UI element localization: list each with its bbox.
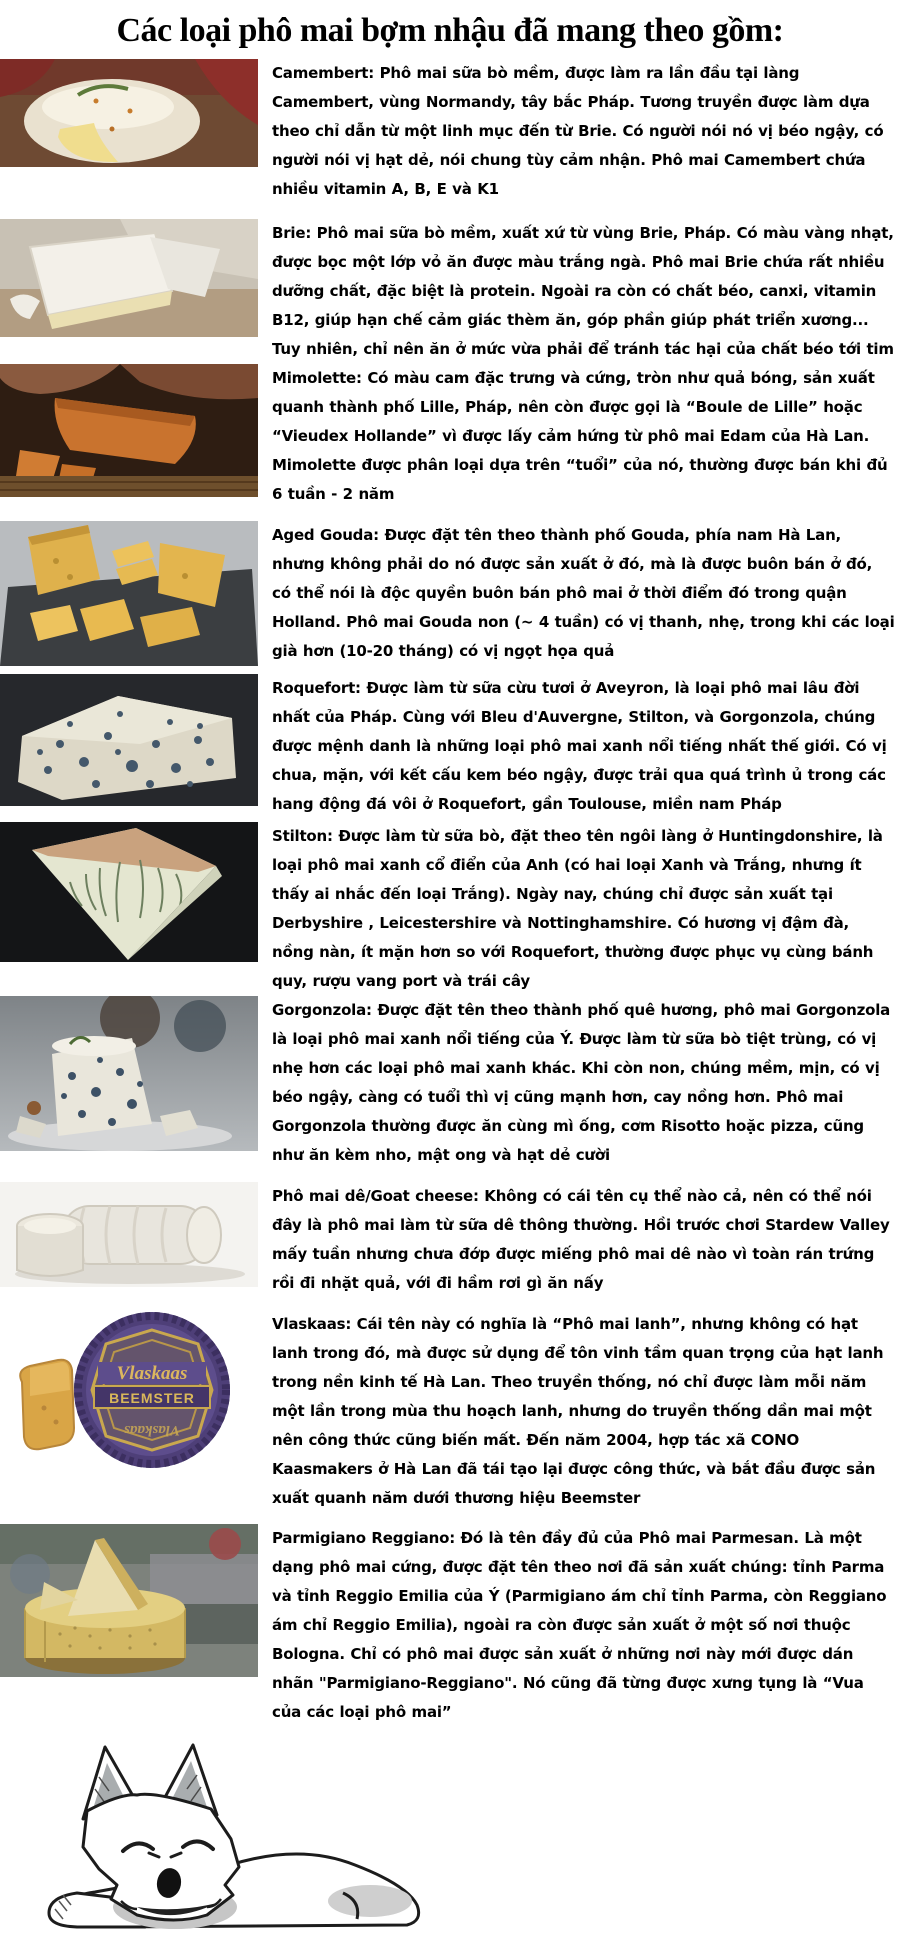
goat-cheese-photo <box>0 1182 258 1287</box>
section-camembert <box>0 59 900 204</box>
stilton-photo <box>0 822 258 962</box>
sleeping-fox-illustration <box>25 1743 443 1941</box>
vlaskaas-description: Vlaskaas: Cái tên này có nghĩa là “Phô mai lanh”, nhưng không có hạt lanh trong đó, mà được sử dụng để tôn vinh tầm quan trọng của hạt lanh trong nền kinh tế Hà Lan. Theo truyền thống, nó chỉ được làm mỗi năm một lần trong mùa thu hoạch lanh, nhưng do truyền thống dần mai một nên công thức cũng biến mất. Đến năm 2004, hợp tác xã CONO Kaasmakers ở Hà Lan đã tái tạo lại được công thức, và bắt đầu được sản xuất quanh năm dưới thương hiệu Beemster <box>272 1315 884 1507</box>
aged-gouda-photo <box>0 521 258 666</box>
mimolette-photo <box>0 364 258 497</box>
vlaskaas-wheel-label-mirrored: Vlaskaas <box>124 1422 180 1438</box>
section-brie <box>0 219 900 364</box>
roquefort-photo <box>0 674 258 806</box>
brie-photo <box>0 219 258 337</box>
camembert-description: Camembert: Phô mai sữa bò mềm, được làm ra lần đầu tại làng Camembert, vùng Normandy, tây bắc Pháp. Tương truyền được làm dựa theo chỉ dẫn từ một linh mục đến từ Brie. Có người nói nó vị béo ngậy, có người nói vị hạt dẻ, nói chung tùy cảm nhận. Phô mai Camembert chứa nhiều vitamin A, B, E và K1 <box>272 64 884 198</box>
vlaskaas-photo <box>0 1310 258 1472</box>
parmigiano-reggiano-photo <box>0 1524 258 1677</box>
camembert-photo <box>0 59 258 167</box>
gorgonzola-description: Gorgonzola: Được đặt tên theo thành phố quê hương, phô mai Gorgonzola là loại phô mai xanh nổi tiếng của Ý. Được làm từ sữa bò tiệt trùng, có vị nhẹ hơn các loại phô mai xanh khác. Khi còn non, chúng mềm, mịn, có vị béo ngậy, càng có tuổi thì vị cũng mạnh hơn, cay nồng hơn. Phô mai Gorgonzola thường được ăn cùng mì ống, cơm Risotto hoặc pizza, cũng như ăn kèm nho, mật ong và hạt dẻ cười <box>272 1001 891 1164</box>
section-gorgonzola <box>0 996 900 1170</box>
beemster-wheel-label: BEEMSTER <box>109 1390 195 1406</box>
section-vlaskaas <box>0 1310 900 1513</box>
section-parmigiano-reggiano <box>0 1524 900 1727</box>
section-stilton <box>0 822 900 996</box>
section-goat-cheese <box>0 1182 900 1298</box>
mimolette-description: Mimolette: Có màu cam đặc trưng và cứng, tròn như quả bóng, sản xuất quanh thành phố Lille, Pháp, nên còn được gọi là “Boule de Lille” hoặc “Vieudex Hollande” vì được lấy cảm hứng từ phô mai Edam của Hà Lan. Mimolette được phân loại dựa trên “tuổi” của nó, thường được bán khi đủ 6 tuần - 2 năm <box>272 369 888 503</box>
vlaskaas-wheel-label: Vlaskaas <box>116 1363 188 1384</box>
parmigiano-reggiano-description: Parmigiano Reggiano: Đó là tên đầy đủ của Phô mai Parmesan. Là một dạng phô mai cứng, được đặt tên theo nơi đã sản xuất chúng: tỉnh Parma và tỉnh Reggio Emilia của Ý (Parmigiano ám chỉ tỉnh Parma, còn Reggiano ám chỉ Reggio Emilia), ngoài ra còn được sản xuất ở một số nơi thuộc Bologna. Chỉ có phô mai được sản xuất ở những nơi này mới được dán nhãn "Parmigiano-Reggiano". Nó cũng đã từng được xưng tụng là “Vua của các loại phô mai” <box>272 1529 887 1721</box>
section-aged-gouda <box>0 521 900 666</box>
brie-description: Brie: Phô mai sữa bò mềm, xuất xứ từ vùng Brie, Pháp. Có màu vàng nhạt, được bọc một lớp vỏ ăn được màu trắng ngà. Phô mai Brie chứa rất nhiều dưỡng chất, đặc biệt là protein. Ngoài ra còn có chất béo, canxi, vitamin B12, giúp hạn chế cảm giác thèm ăn, góp phần giúp phát triển xương... Tuy nhiên, chỉ nên ăn ở mức vừa phải để tránh tác hại của chất béo tới tim <box>272 224 894 358</box>
gorgonzola-photo <box>0 996 258 1151</box>
section-mimolette <box>0 364 900 509</box>
stilton-description: Stilton: Được làm từ sữa bò, đặt theo tên ngôi làng ở Huntingdonshire, là loại phô mai xanh cổ điển của Anh (có hai loại Xanh và Trắng, nhưng ít thấy ai nhắc đến loại Trắng). Ngày nay, chúng chỉ được sản xuất tại Derbyshire , Leicestershire và Nottinghamshire. Có hương vị đậm đà, nồng nàn, ít mặn hơn so với Roquefort, thường được phục vụ cùng bánh quy, rượu vang port và trái cây <box>272 827 883 990</box>
roquefort-description: Roquefort: Được làm từ sữa cừu tươi ở Aveyron, là loại phô mai lâu đời nhất của Pháp. Cùng với Bleu d'Auvergne, Stilton, và Gorgonzola, chúng được mệnh danh là những loại phô mai xanh nổi tiếng nhất thế giới. Có vị chua, mặn, với kết cấu kem béo ngậy, được trải qua quá trình ủ trong các hang động đá vôi ở Roquefort, gần Toulouse, miền nam Pháp <box>272 679 887 813</box>
section-roquefort <box>0 674 900 819</box>
goat-cheese-description: Phô mai dê/Goat cheese: Không có cái tên cụ thể nào cả, nên có thể nói đây là phô mai làm từ sữa dê thông thường. Hồi trước chơi Stardew Valley mấy tuần nhưng chưa đớp được miếng phô mai dê nào vì toàn rán trứng rồi đi nhặt quả, với đi hầm rơi gì ăn nấy <box>272 1187 890 1292</box>
page-title: Các loại phô mai bợm nhậu đã mang theo gồm: <box>116 12 784 49</box>
aged-gouda-description: Aged Gouda: Được đặt tên theo thành phố Gouda, phía nam Hà Lan, nhưng không phải do nó được sản xuất ở đó, mà là được buôn bán ở đó, có thể nói là độc quyền buôn bán phô mai ở thời điểm đó trong quận Holland. Phô mai Gouda non (~ 4 tuần) có vị thanh, nhẹ, trong khi các loại già hơn (10-20 tháng) có vị ngọt họa quả <box>272 526 895 660</box>
